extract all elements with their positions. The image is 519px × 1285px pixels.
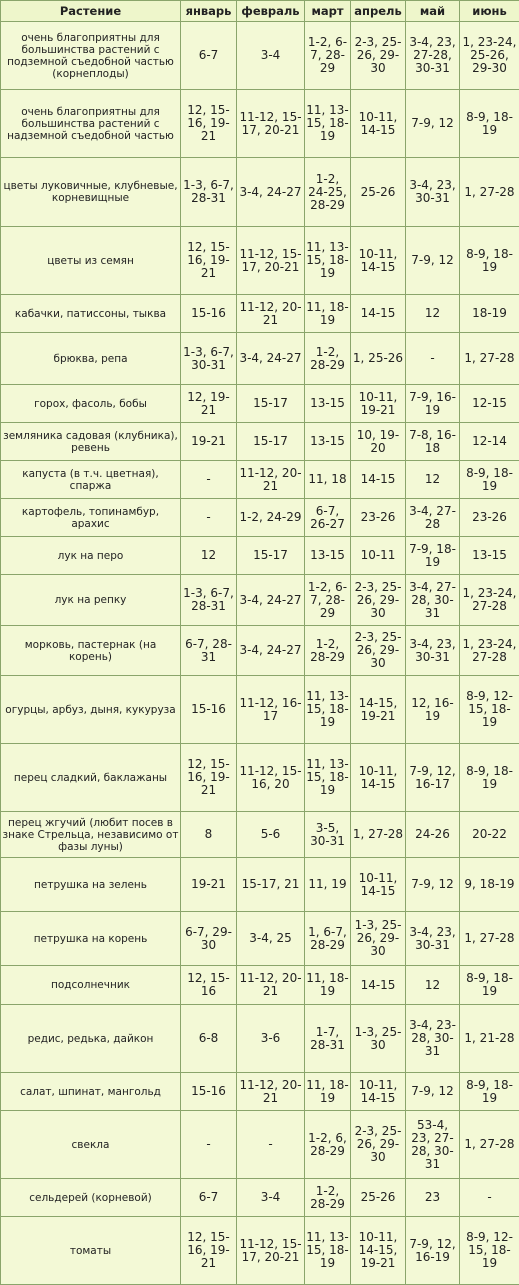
cell-plant: морковь, пастернак (на корень) [1, 626, 181, 676]
cell-may: 7-8, 16-18 [406, 423, 460, 461]
cell-may: 7-9, 18-19 [406, 537, 460, 575]
cell-june: 18-19 [460, 295, 519, 333]
cell-april: 10-11, 14-15 [351, 744, 406, 812]
cell-march: 11, 18-19 [305, 966, 351, 1005]
cell-june: 20-22 [460, 812, 519, 858]
cell-february: 11-12, 20-21 [237, 966, 305, 1005]
cell-march: 11, 13-15, 18-19 [305, 744, 351, 812]
cell-january: 6-8 [181, 1005, 237, 1073]
cell-january: 8 [181, 812, 237, 858]
table-row [1, 22, 519, 90]
table-row [1, 333, 519, 385]
cell-january: 12, 15-16, 19-21 [181, 744, 237, 812]
cell-april: 10, 19-20 [351, 423, 406, 461]
cell-june: 23-26 [460, 499, 519, 537]
cell-february: 11-12, 20-21 [237, 461, 305, 499]
cell-june: 8-9, 12-15, 18-19 [460, 676, 519, 744]
cell-january: 1-3, 6-7, 28-31 [181, 575, 237, 626]
cell-may: 24-26 [406, 812, 460, 858]
cell-plant: земляника садовая (клубника), ревень [1, 423, 181, 461]
cell-plant: огурцы, арбуз, дыня, кукуруза [1, 676, 181, 744]
cell-april: 10-11, 19-21 [351, 385, 406, 423]
cell-plant: картофель, топинамбур, арахис [1, 499, 181, 537]
cell-april: 14-15, 19-21 [351, 676, 406, 744]
cell-plant: очень благоприятны для большинства растений с подземной съедобной частью (корнеплоды) [1, 22, 181, 90]
header-april: апрель [351, 1, 406, 22]
header-row [1, 1, 519, 22]
cell-january: 6-7 [181, 1179, 237, 1217]
cell-june: 8-9, 18-19 [460, 90, 519, 158]
cell-february: 11-12, 15-17, 20-21 [237, 90, 305, 158]
cell-june: 1, 23-24, 27-28 [460, 575, 519, 626]
cell-january: - [181, 1111, 237, 1179]
cell-april: 10-11, 14-15 [351, 858, 406, 912]
cell-march: 6-7, 26-27 [305, 499, 351, 537]
cell-january: - [181, 499, 237, 537]
table-row [1, 1073, 519, 1111]
cell-april: 14-15 [351, 295, 406, 333]
table-row [1, 158, 519, 227]
cell-plant: горох, фасоль, бобы [1, 385, 181, 423]
cell-february: 15-17 [237, 537, 305, 575]
cell-june: 12-15 [460, 385, 519, 423]
cell-june: 13-15 [460, 537, 519, 575]
table-row [1, 912, 519, 966]
cell-april: 14-15 [351, 966, 406, 1005]
cell-may: 3-4, 23, 30-31 [406, 158, 460, 227]
cell-april: 2-3, 25-26, 29-30 [351, 1111, 406, 1179]
header-january: январь [181, 1, 237, 22]
cell-february: 11-12, 15-17, 20-21 [237, 227, 305, 295]
cell-june: 1, 23-24, 27-28 [460, 626, 519, 676]
table-row [1, 1111, 519, 1179]
cell-plant: редис, редька, дайкон [1, 1005, 181, 1073]
cell-march: 1, 6-7, 28-29 [305, 912, 351, 966]
cell-february: 3-4, 24-27 [237, 333, 305, 385]
cell-april: 10-11, 14-15 [351, 227, 406, 295]
cell-march: 11, 13-15, 18-19 [305, 676, 351, 744]
cell-plant: цветы из семян [1, 227, 181, 295]
cell-march: 13-15 [305, 537, 351, 575]
cell-march: 11, 13-15, 18-19 [305, 90, 351, 158]
cell-january: 12 [181, 537, 237, 575]
cell-february: 3-4, 24-27 [237, 626, 305, 676]
cell-january: 12, 15-16, 19-21 [181, 90, 237, 158]
cell-may: 7-9, 12 [406, 1073, 460, 1111]
table-row [1, 676, 519, 744]
cell-february: 11-12, 16-17 [237, 676, 305, 744]
cell-april: 25-26 [351, 1179, 406, 1217]
cell-plant: перец жгучий (любит посев в знаке Стрельца, независимо от фазы луны) [1, 812, 181, 858]
cell-plant: свекла [1, 1111, 181, 1179]
cell-january: 6-7, 29-30 [181, 912, 237, 966]
cell-january: 15-16 [181, 676, 237, 744]
cell-february: - [237, 1111, 305, 1179]
cell-may: 53-4, 23, 27-28, 30-31 [406, 1111, 460, 1179]
cell-plant: лук на репку [1, 575, 181, 626]
table-row [1, 1005, 519, 1073]
cell-february: 11-12, 15-16, 20 [237, 744, 305, 812]
cell-june: 1, 21-28 [460, 1005, 519, 1073]
cell-february: 11-12, 15-17, 20-21 [237, 1217, 305, 1285]
table-row [1, 295, 519, 333]
cell-april: 2-3, 25-26, 29-30 [351, 626, 406, 676]
header-march: март [305, 1, 351, 22]
cell-march: 11, 18-19 [305, 295, 351, 333]
cell-may: 3-4, 27-28, 30-31 [406, 575, 460, 626]
cell-february: 15-17 [237, 385, 305, 423]
cell-march: 1-2, 6-7, 28-29 [305, 22, 351, 90]
cell-march: 3-5, 30-31 [305, 812, 351, 858]
table-row [1, 744, 519, 812]
cell-april: 10-11 [351, 537, 406, 575]
table-row [1, 966, 519, 1005]
cell-june: 12-14 [460, 423, 519, 461]
cell-february: 15-17 [237, 423, 305, 461]
table-row [1, 1179, 519, 1217]
table-row [1, 423, 519, 461]
cell-april: 2-3, 25-26, 29-30 [351, 22, 406, 90]
table-row [1, 812, 519, 858]
cell-may: 7-9, 12 [406, 90, 460, 158]
cell-april: 2-3, 25-26, 29-30 [351, 575, 406, 626]
cell-february: 3-4, 25 [237, 912, 305, 966]
cell-january: 15-16 [181, 295, 237, 333]
cell-march: 11, 13-15, 18-19 [305, 227, 351, 295]
header-may: май [406, 1, 460, 22]
cell-june: 1, 27-28 [460, 912, 519, 966]
cell-april: 1, 27-28 [351, 812, 406, 858]
cell-april: 23-26 [351, 499, 406, 537]
cell-plant: капуста (в т.ч. цветная), спаржа [1, 461, 181, 499]
cell-february: 5-6 [237, 812, 305, 858]
cell-plant: петрушка на зелень [1, 858, 181, 912]
cell-june: 8-9, 18-19 [460, 966, 519, 1005]
cell-march: 1-7, 28-31 [305, 1005, 351, 1073]
cell-april: 1-3, 25-26, 29-30 [351, 912, 406, 966]
cell-march: 1-2, 24-25, 28-29 [305, 158, 351, 227]
cell-march: 1-2, 28-29 [305, 1179, 351, 1217]
table-row [1, 1217, 519, 1285]
cell-may: 7-9, 12 [406, 858, 460, 912]
cell-may: 12 [406, 966, 460, 1005]
cell-may: 12 [406, 295, 460, 333]
cell-may: - [406, 333, 460, 385]
table-row [1, 858, 519, 912]
cell-february: 1-2, 24-29 [237, 499, 305, 537]
cell-june: 8-9, 18-19 [460, 227, 519, 295]
cell-plant: сельдерей (корневой) [1, 1179, 181, 1217]
cell-plant: салат, шпинат, мангольд [1, 1073, 181, 1111]
cell-january: 19-21 [181, 858, 237, 912]
cell-march: 1-2, 6-7, 28-29 [305, 575, 351, 626]
cell-may: 3-4, 23-28, 30-31 [406, 1005, 460, 1073]
cell-may: 3-4, 23, 27-28, 30-31 [406, 22, 460, 90]
table-row [1, 499, 519, 537]
cell-june: 1, 27-28 [460, 1111, 519, 1179]
header-february: февраль [237, 1, 305, 22]
cell-february: 3-4, 24-27 [237, 158, 305, 227]
cell-june: 1, 27-28 [460, 158, 519, 227]
cell-june: 8-9, 18-19 [460, 744, 519, 812]
cell-may: 3-4, 23, 30-31 [406, 912, 460, 966]
cell-march: 13-15 [305, 385, 351, 423]
header-june: июнь [460, 1, 519, 22]
cell-january: - [181, 461, 237, 499]
cell-may: 23 [406, 1179, 460, 1217]
header-plant: Растение [1, 1, 181, 22]
cell-march: 1-2, 28-29 [305, 626, 351, 676]
cell-june: 1, 23-24, 25-26, 29-30 [460, 22, 519, 90]
cell-june: 9, 18-19 [460, 858, 519, 912]
cell-march: 11, 13-15, 18-19 [305, 1217, 351, 1285]
cell-june: 8-9, 18-19 [460, 1073, 519, 1111]
cell-plant: очень благоприятны для большинства растений с надземной съедобной частью [1, 90, 181, 158]
cell-june: 1, 27-28 [460, 333, 519, 385]
cell-may: 3-4, 23, 30-31 [406, 626, 460, 676]
cell-january: 12, 15-16, 19-21 [181, 227, 237, 295]
table-row [1, 90, 519, 158]
cell-plant: кабачки, патиссоны, тыква [1, 295, 181, 333]
cell-january: 1-3, 6-7, 30-31 [181, 333, 237, 385]
cell-march: 1-2, 28-29 [305, 333, 351, 385]
cell-january: 6-7 [181, 22, 237, 90]
cell-january: 12, 19-21 [181, 385, 237, 423]
cell-may: 7-9, 12, 16-17 [406, 744, 460, 812]
cell-may: 7-9, 12, 16-19 [406, 1217, 460, 1285]
cell-plant: лук на перо [1, 537, 181, 575]
cell-january: 12, 15-16, 19-21 [181, 1217, 237, 1285]
cell-plant: цветы луковичные, клубневые, корневищные [1, 158, 181, 227]
table-row [1, 575, 519, 626]
cell-january: 19-21 [181, 423, 237, 461]
cell-february: 3-4, 24-27 [237, 575, 305, 626]
cell-april: 25-26 [351, 158, 406, 227]
cell-june: 8-9, 12-15, 18-19 [460, 1217, 519, 1285]
cell-january: 15-16 [181, 1073, 237, 1111]
cell-april: 10-11, 14-15 [351, 1073, 406, 1111]
cell-may: 12, 16-19 [406, 676, 460, 744]
table-row [1, 626, 519, 676]
cell-april: 10-11, 14-15 [351, 90, 406, 158]
cell-plant: перец сладкий, баклажаны [1, 744, 181, 812]
cell-february: 3-4 [237, 22, 305, 90]
cell-february: 15-17, 21 [237, 858, 305, 912]
cell-plant: томаты [1, 1217, 181, 1285]
cell-april: 10-11, 14-15, 19-21 [351, 1217, 406, 1285]
cell-february: 3-6 [237, 1005, 305, 1073]
cell-june: - [460, 1179, 519, 1217]
cell-may: 12 [406, 461, 460, 499]
cell-june: 8-9, 18-19 [460, 461, 519, 499]
cell-february: 11-12, 20-21 [237, 295, 305, 333]
cell-plant: брюква, репа [1, 333, 181, 385]
cell-may: 3-4, 27-28 [406, 499, 460, 537]
cell-february: 3-4 [237, 1179, 305, 1217]
cell-march: 1-2, 6, 28-29 [305, 1111, 351, 1179]
cell-march: 11, 18-19 [305, 1073, 351, 1111]
cell-march: 11, 18 [305, 461, 351, 499]
cell-april: 14-15 [351, 461, 406, 499]
table-row [1, 227, 519, 295]
table-row [1, 537, 519, 575]
cell-february: 11-12, 20-21 [237, 1073, 305, 1111]
cell-april: 1-3, 25-30 [351, 1005, 406, 1073]
table-row [1, 385, 519, 423]
cell-january: 1-3, 6-7, 28-31 [181, 158, 237, 227]
cell-plant: петрушка на корень [1, 912, 181, 966]
cell-march: 11, 19 [305, 858, 351, 912]
cell-march: 13-15 [305, 423, 351, 461]
cell-april: 1, 25-26 [351, 333, 406, 385]
cell-january: 12, 15-16 [181, 966, 237, 1005]
cell-january: 6-7, 28-31 [181, 626, 237, 676]
cell-may: 7-9, 12 [406, 227, 460, 295]
cell-may: 7-9, 16-19 [406, 385, 460, 423]
cell-plant: подсолнечник [1, 966, 181, 1005]
table-row [1, 461, 519, 499]
